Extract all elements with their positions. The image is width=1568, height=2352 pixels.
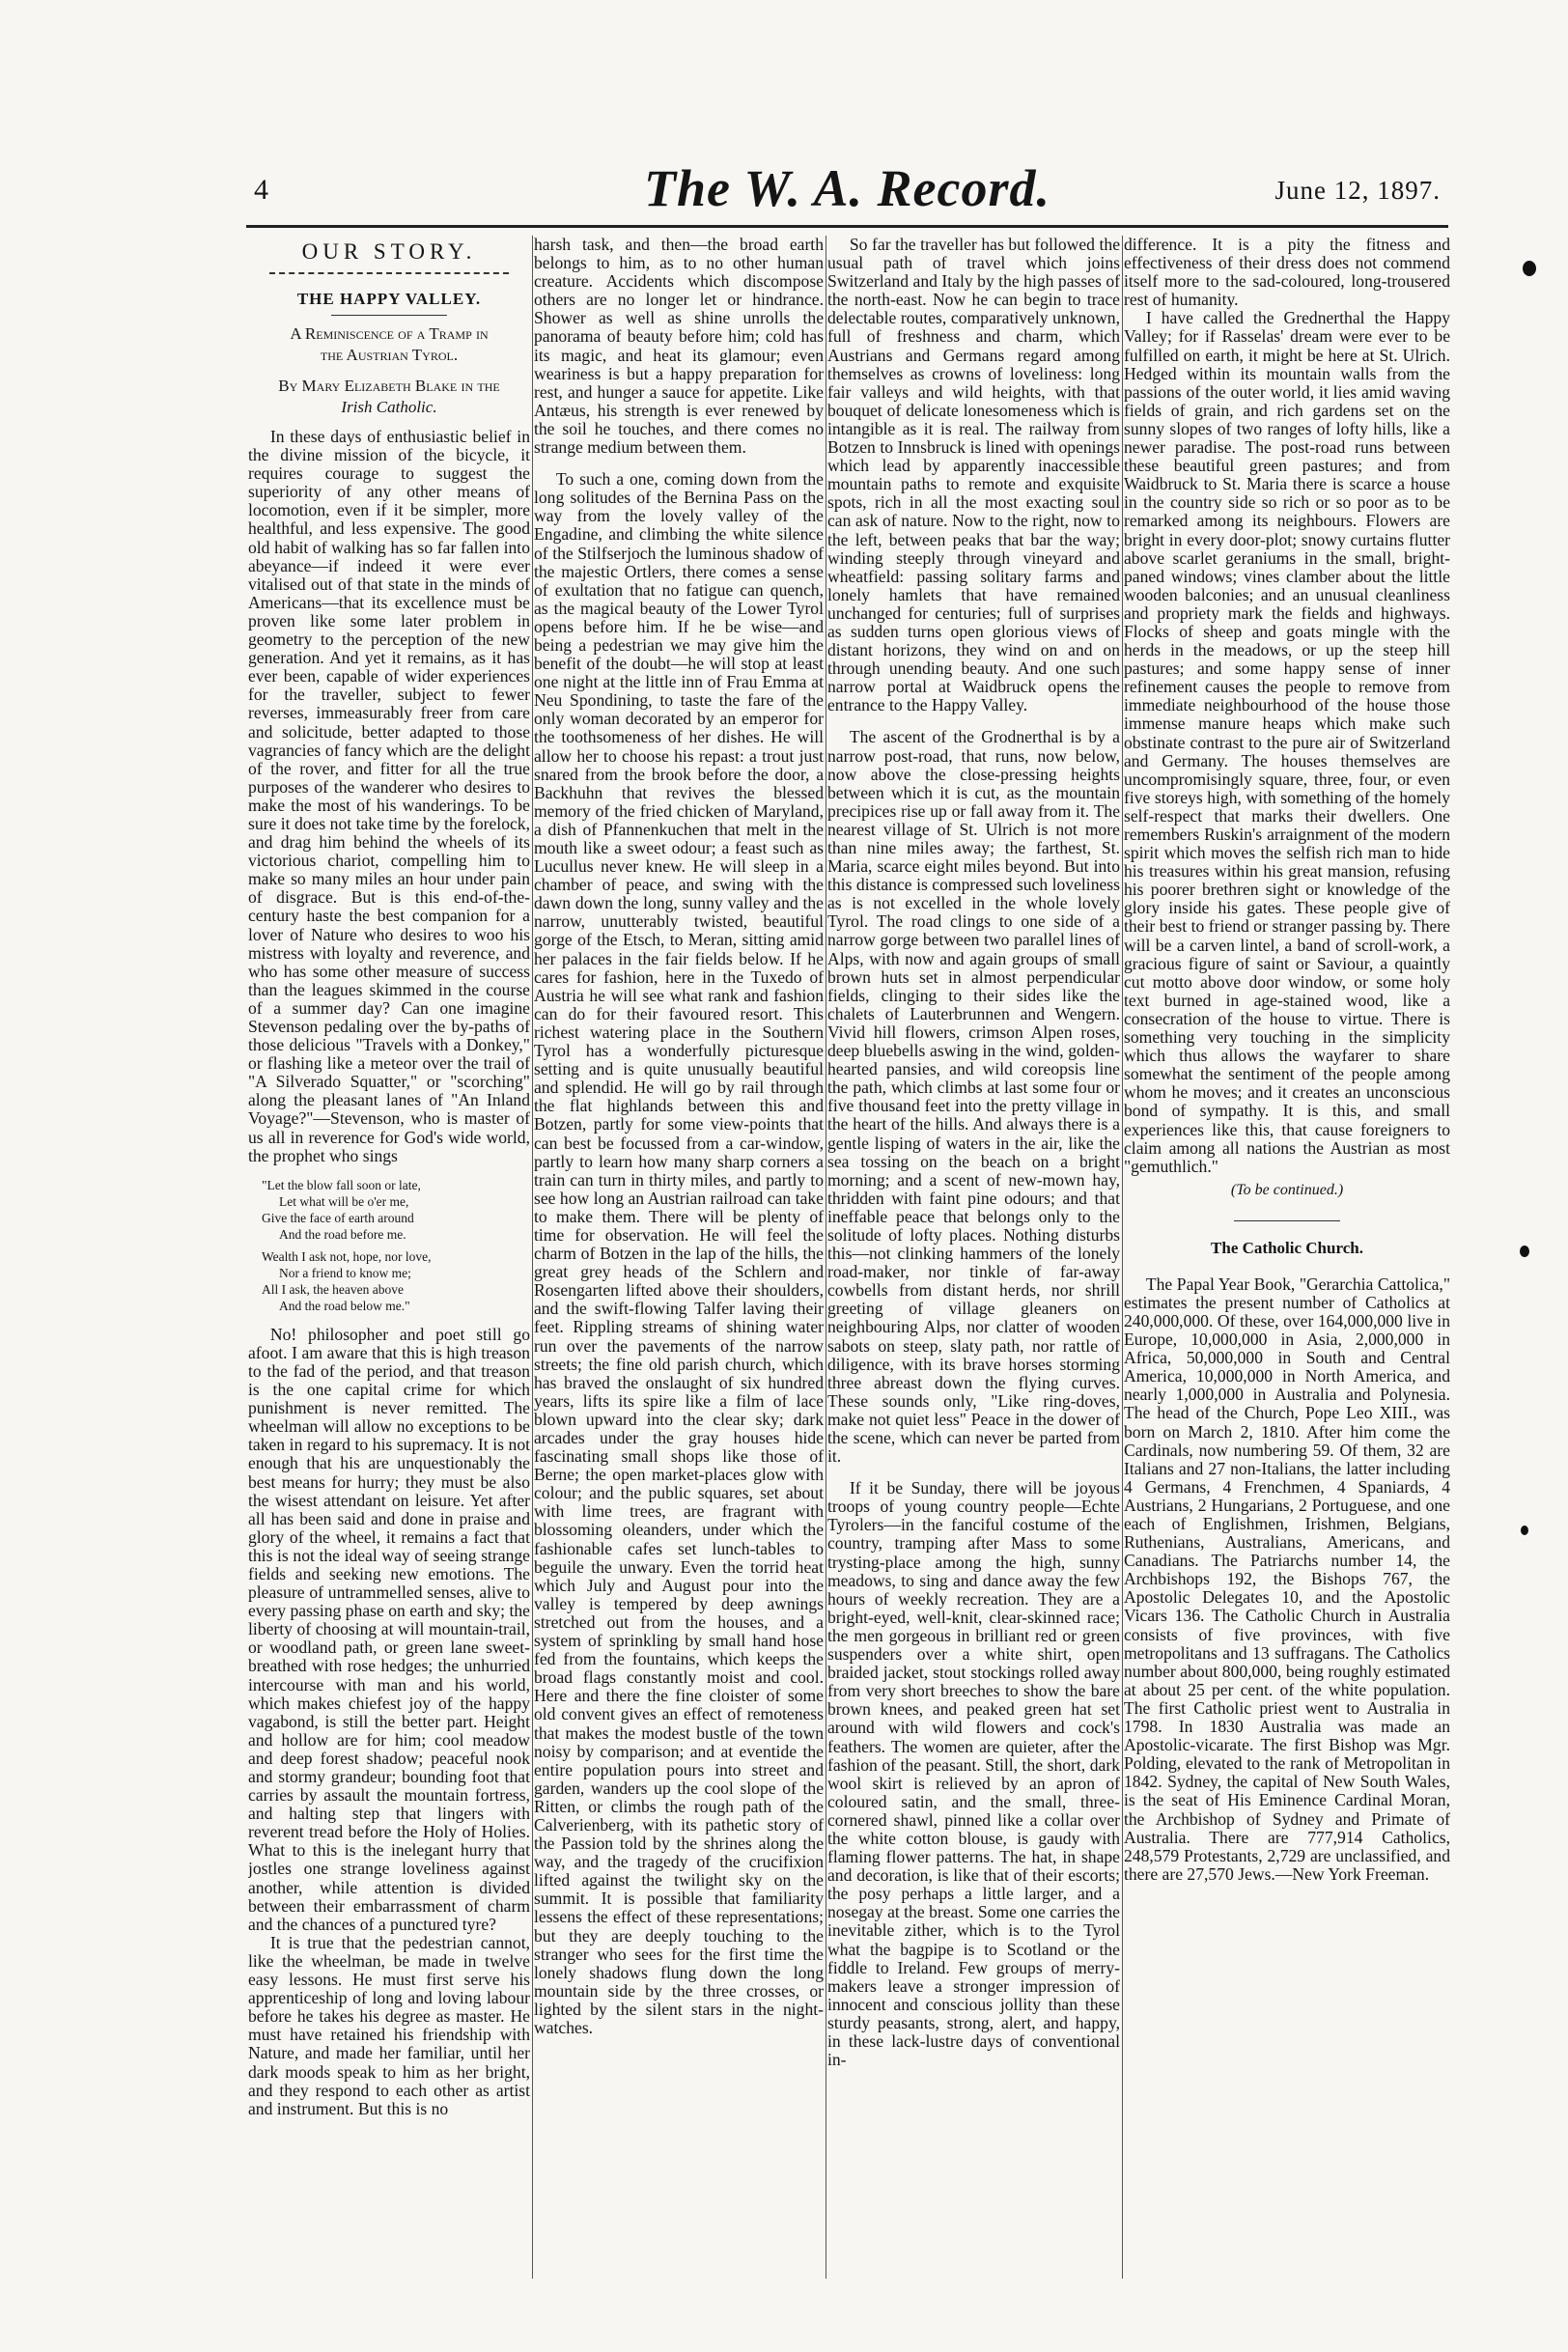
masthead xyxy=(246,159,1448,218)
column-3 xyxy=(827,236,1120,2279)
story-paragraph: It is true that the pedestrian cannot, like the wheelman, be made in twelve easy lessons. He must first serve his apprenticeship of long and loving labour before he takes his degree as master. He must have retained his friendship with Nature, and made her familiar, until her dark moods speak to him as her bright, and they respond to each other as artist and instrument. But this is no xyxy=(248,1932,530,2118)
poem-line: "Let the blow fall soon or late, xyxy=(262,1177,421,1192)
story-title: THE HAPPY VALLEY. xyxy=(296,290,482,308)
story-paragraph: If it be Sunday, there will be joyous troops of young country people—Echte Tyrolers—in the fanciful costume of the country, tramping after Mass to some trysting-place among the high, sunny meadows, to sing and dance away the few hours of weekly recreation. They are a bright-eyed, well-knit, clear-skinned race; the men gorgeous in brilliant red or green suspenders over a white shirt, open braided jacket, stout stockings rolled away from very short breeches to show the bare brown knees, and peaked green hat set around with wild flowers and cock's feathers. The women are quieter, after the fashion of the peasant. Still, the short, dark wool skirt is relieved by an apron of coloured satin, and the small, three-cornered shawl, pinned like a collar over the white cotton blouse, is gaudy with flaming flower patterns. The hat, in shape and decoration, is like that of their escorts; the posy perhaps a little larger, and a nosegay at the breast. Some one carries the inevitable zither, which is to the Tyrol what the bagpipe is to Scotland or the fiddle to Ireland. Few groups of merry-makers leave a stronger impression of innocent and conscious jollity than these sturdy peasants, strong, alert, and happy, in these lack-lustre days of conventional in- xyxy=(827,1478,1120,2070)
byline-author: By Mary Elizabeth Blake in the xyxy=(278,377,500,395)
poem-line: Let what will be o'er me, xyxy=(279,1193,409,1209)
byline-source: Irish Catholic. xyxy=(341,398,437,416)
story-subtitle xyxy=(248,323,530,366)
byline xyxy=(248,376,530,418)
catholic-church-title: The Catholic Church. xyxy=(1211,1238,1363,1257)
poem-line: Give the face of earth around xyxy=(262,1210,414,1225)
ink-blot-mark xyxy=(1521,1526,1528,1535)
article-divider xyxy=(1234,1220,1340,1221)
title-rule xyxy=(331,315,447,316)
column-1 xyxy=(248,236,530,2279)
story-paragraph: harsh task, and then—the broad earth belongs to him, as to no other human creature. Accidents which discompose others are no longer let or hindrance. Shower as well as shine unrolls the panorama of beauty before him; cold has its magic, and heat its glamour; even weariness is but a happy preparation for rest, and hunger a sauce for appetite. Like Antæus, his strength is ever renewed by the soil he touches, and there comes no strange medium between them. xyxy=(534,236,824,458)
ornamental-rule xyxy=(269,272,509,284)
story-paragraph: To such a one, coming down from the long solitudes of the Bernina Pass on the way from the lovely valley of the Engadine, and climbing the white silence of the Stilfserjoch the luminous shadow of the majestic Ortlers, there comes a sense of exultation that no fatigue can quench, as the magical beauty of the Lower Tyrol opens before him. If he be wise—and being a pedestrian we may give him the benefit of the doubt—he will stop at least one night at the little inn of Frau Emma at Neu Spondining, to taste the fare of the only woman decorated by an emperor for the toothsomeness of her dishes. He will allow her to choose his repast: a trout just snared from the brook before the door, a Backhuhn that revives the blessed memory of the fried chicken of Maryland, a dish of Pfannenkuchen that melt in the mouth like a sweet odour; a feast such as Lucullus never knew. He will sleep in a chamber of peace, and swing with the dawn down the long, sunny valley and the narrow, unutterably twisted, beautiful gorge of the Etsch, to Meran, sitting amid her palaces in the fair fields below. If he cares for fashion, here in the Tuxedo of Austria he will see what rank and fashion can do for their favoured resort. This richest watering place in the Southern Tyrol has a wonderfully picturesque setting and is quite unusually beautiful and splendid. He will go by rail through the flat highlands between this and Botzen, partly for some view-points that can best be focussed from a car-window, partly to learn how many sharp corners a train can turn in thirty miles, and partly to see how long an Austrian railroad can take to make them. There will be plenty of time for observation. He will feel the charm of Botzen in the lap of the hills, the great grey heads of the Schlern and Rosengarten lifted above their shoulders, and the swift-flowing Talfer laving their feet. Rippling streams of shining water run over the pavements of the narrow streets; the fine old parish church, which has braved the onslaught of six hundred years, lifts its spire like a film of lace blown upward into the clear sky; dark arcades under the gray houses hide fascinating small shops like those of Berne; the open market-places glow with colour; and the public squares, set about with lime trees, are fragrant with blossoming oleanders, under which the fashionable cafes set lunch-tables to beguile the unwary. Even the torrid heat which July and August pour into the valley is tempered by deep awnings stretched out from the houses, and a system of sprinkling by small hand hose fed from the fountains, which keeps the broad flags constantly moist and cool. Here and there the fine cloister of some old convent gives an effect of remoteness that makes the modest bustle of the town noisy by comparison; and at eventide the entire population pours into street and garden, wanders up the cool slope of the Ritten, or climbs the rough path of the Calverienberg, with its pathetic story of the Passion told by the shrines along the way, and the tragedy of the crucifixion lifted against the twilight sky on the summit. It is possible that familiarity lessens the effect of these representations; but they are deeply touching to the stranger who sees for the first time the lonely shadows flung down the long mountain side by the three crosses, or lighted by the silent stars in the night-watches. xyxy=(534,469,824,2037)
column-rule xyxy=(532,236,533,2279)
section-heading: OUR STORY. xyxy=(301,239,477,264)
subtitle-line-1: A Reminiscence of a Tramp in xyxy=(290,324,489,343)
subtitle-line-2: the Austrian Tyrol. xyxy=(320,346,459,364)
to-be-continued: (To be continued.) xyxy=(1230,1181,1344,1198)
issue-date: June 12, 1897. xyxy=(1274,176,1441,205)
paper-title: The W. A. Record. xyxy=(644,159,1050,217)
story-paragraph: No! philosopher and poet still go afoot. I am aware that this is high treason to the fad of the period, and that treason is the one capital crime for which punishment is never remitted. The wheelman will allow no exceptions to be taken in regard to his supremacy. It is not enough that his are unquestionably the best means for hurry; they must be also the wisest attendant on leisure. Yet after all has been said and done in praise and glory of the wheel, it remains a fact that this is not the ideal way of seeing strange fields and seeking new emotions. The pleasure of untrammelled senses, alive to every passing phase on earth and sky; the liberty of choosing at will mountain-trail, or woodland path, or green lane sweet-breathed with rose hedges; the unhurried intercourse with man and his world, which makes chiefest joy of the happy vagabond, is still the better part. Height and hollow are for him; cool meadow and deep forest shadow; peaceful nook and stormy grandeur; bounding foot that carries by assault the mountain fortress, and halting step that lingers with reverent tread before the Holy of Holies. What to this is the inelegant hurry that jostles one strange loveliness against another, while attention is divided between their embarrassment of charm and the chances of a punctured tyre? xyxy=(248,1324,530,1934)
column-rule xyxy=(1122,236,1123,2279)
poem-line: And the road below me." xyxy=(279,1298,410,1313)
ink-blot-mark xyxy=(1520,1246,1529,1257)
poem-line: And the road before me. xyxy=(279,1226,406,1242)
story-paragraph: So far the traveller has but followed the usual path of travel which joins Switzerland and Italy by the high passes of the north-east. Now he can begin to trace delectable routes, comparatively unknown, full of freshness and charm, which Austrians and Germans regard among themselves as crowns of loveliness: long fair valleys and wild heights, with that bouquet of delicate lonesomeness which is intangible as it is real. The railway from Botzen to Innsbruck is lined with openings which lead by apparently inaccessible mountain paths to remote and exquisite spots, rich in all the most exacting soul can ask of nature. Now to the right, now to the left, between peaks that bar the way; winding steeply through vineyard and wheatfield: passing solitary farms and lonely hamlets that have remained unchanged for centuries; full of surprises as sudden turns open glorious views of distant horizons, they wind on and on through unending beauty. And one such narrow portal at Waidbruck opens the entrance to the Happy Valley. xyxy=(827,236,1120,715)
poem-line: Wealth I ask not, hope, nor love, xyxy=(262,1248,432,1264)
story-paragraph: The ascent of the Grodnerthal is by a narrow post-road, that runs, now below, now above the close-pressing heights between which it is cut, as the mountain precipices rise up or fall away from it. The nearest village of St. Ulrich is not more than nine miles away; the farthest, St. Maria, scarce eight miles beyond. But into this distance is compressed such loveliness as is not excelled in the whole lovely Tyrol. The road clings to one side of a narrow gorge between two parallel lines of Alps, with now and again groups of small brown huts set in almost perpendicular fields, clinging to their sides like the chalets of Lauterbrunnen and Wengern. Vivid hill flowers, crimson Alpen roses, deep bluebells aswing in the wind, golden-hearted pansies, and wild coreopsis line the path, which climbs at last some four or five thousand feet into the pretty village in the heart of the hills. And always there is a gentle lisping of waters in the air, like the sea tossing on the beach on a bright morning; and a scent of new-mown hay, thridden with faint pine odours; and that ineffable peace that belongs only to the solitude of lofty places. Nothing disturbs this—not clinking hammers of the lonely road-maker, nor tinkle of far-away cowbells from distant herds, nor shrill greeting of village gleaners on neighbouring Alps, nor clatter of wooden sabots on steep, slaty path, nor rattle of diligence, with its brave horses storming three abreast down the flying curves. These sounds only, "Like ring-doves, make not quiet less" Peace in the dower of the scene, which can never be parted from it. xyxy=(827,727,1120,1467)
column-4 xyxy=(1124,236,1450,2279)
story-paragraph: I have called the Grednerthal the Happy Valley; for if Rasselas' dream were ever to be fulfilled on earth, it might be here at St. Ulrich. Hedged within its mountain walls from the passions of the outer world, it lies amid waving fields of grain, and rich gardens set on the sunny slopes of two ranges of lofty hills, like a newer paradise. The post-road runs between these beautiful green pastures; and from Waidbruck to St. Maria there is scarce a house in the country side so rich or so poor as to be remarked among its neighbours. Flowers are bright in every door-plot; snowy curtains flutter above scarlet geraniums in the small, bright-paned windows; vines clamber about the little wooden balconies; and an unusual cleanliness and propriety mark the fields and highways. Flocks of sheep and goats mingle with the herds in the meadows, or up the steep hill pastures; and some happy sense of inner refinement causes the people to remove from immediate neighbourhood of the house those immense manure heaps which make such obstinate contrast to the pure air of Switzerland and Germany. The houses themselves are uncompromisingly square, three, four, or even five storeys high, with something of the homely self-respect that marks their dwellers. One remembers Ruskin's arraignment of the modern spirit which moves the selfish rich man to hide his treasures within his great mansion, refusing his poorer brethren sight or knowledge of the glory inside his gates. These people give of their best to friend or stranger passing by. There will be a carven lintel, a band of scroll-work, a gracious figure of saint or Saviour, a quaintly cut motto above door window, or some holy text burned in age-stained wood, like a consecration of the house to virtue. There is something very touching in the simplicity which thus allows the wayfarer to share somewhat the sentiment of the people among whom he moves; and it creates an unconscious bond of sympathy. It is this, and small experiences like this, that cause foreigners to claim among all nations the Austrian as most "gemuthlich." xyxy=(1124,308,1450,1176)
column-2 xyxy=(534,236,824,2279)
catholic-church-paragraph: The Papal Year Book, "Gerarchia Cattolica," estimates the present number of Catholics at 240,000,000. Of these, over 164,000,000 live in Europe, 10,000,000 in Asia, 2,000,000 in Africa, 50,000,000 in South and Central America, 10,000,000 in North America, and nearly 1,000,000 in Australia and Polynesia. The head of the Church, Pope Leo XIII., was born on March 2, 1810. After him come the Cardinals, now numbering 59. Of them, 32 are Italians and 27 non-Italians, the latter including 4 Germans, 4 Frenchmen, 4 Spaniards, 4 Austrians, 2 Hungarians, 2 Portuguese, and one each of Englishmen, Irishmen, Belgians, Ruthenians, Australians, Americans, and Canadians. The Patriarchs number 14, the Archbishops 192, the Bishops 767, the Apostolic Delegates 10, and the Apostolic Vicars 136. The Catholic Church in Australia consists of five provinces, with five metropolitans and 13 suffragans. The Catholics number about 800,000, being roughly estimated at about 25 per cent. of the white population. The first Catholic priest went to Australia in 1798. In 1830 Australia was made an Apostolic-vicarate. The first Bishop was Mgr. Polding, elevated to the rank of Metropolitan in 1842. Sydney, the capital of New South Wales, is the seat of His Eminence Cardinal Moran, the Archbishop of Sydney and Primate of Australia. There are 777,914 Catholics, 248,579 Protestants, 2,729 are unclassified, and there are 27,570 Jews.—New York Freeman. xyxy=(1124,1274,1450,1884)
ink-blot-mark xyxy=(1523,261,1536,276)
page-number: 4 xyxy=(254,174,268,206)
poem-line: Nor a friend to know me; xyxy=(279,1265,411,1280)
poem-line: All I ask, the heaven above xyxy=(262,1281,404,1297)
poem xyxy=(262,1177,530,1314)
story-paragraph: difference. It is a pity the fitness and effectiveness of their dress does not commend itself more to the sad-coloured, long-trousered rest of humanity. xyxy=(1124,236,1450,310)
masthead-rule xyxy=(246,225,1448,228)
story-paragraph: In these days of enthusiastic belief in the divine mission of the bicycle, it requires courage to suggest the superiority of any other means of locomotion, even if it be simpler, more healthful, and less expensive. The good old habit of walking has so far fallen into abeyance—if indeed it were ever vitalised out of that state in the minds of Americans—that its excellence must be proven like some later problem in geometry to the perception of the new generation. And yet it remains, as it has ever been, capable of wider experiences for the traveller, subject to fewer reverses, immeasurably freer from care and solicitude, better adapted to those vagrancies of fancy which are the delight of the rover, and fitter for all the true purposes of the wanderer who desires to make the most of his wanderings. To be sure it does not take time by the forelock, and drag him behind the wheels of its victorious chariot, compelling him to make so many miles an hour under pain of disgrace. But is this end-of-the-century haste the best companion for a lover of Nature who desires to woo his mistress with loyalty and reverence, and who has some other measure of success than the leagues skimmed in the course of a summer day? Can one imagine Stevenson pedaling over the by-paths of those delicious "Travels with a Donkey," or flashing like a meteor over the trail of "A Silverado Squatter," or "scorching" along the pleasant lanes of "An Inland Voyage?"—Stevenson, who is master of us all in reverence for God's wide world, the prophet who sings xyxy=(248,427,530,1165)
